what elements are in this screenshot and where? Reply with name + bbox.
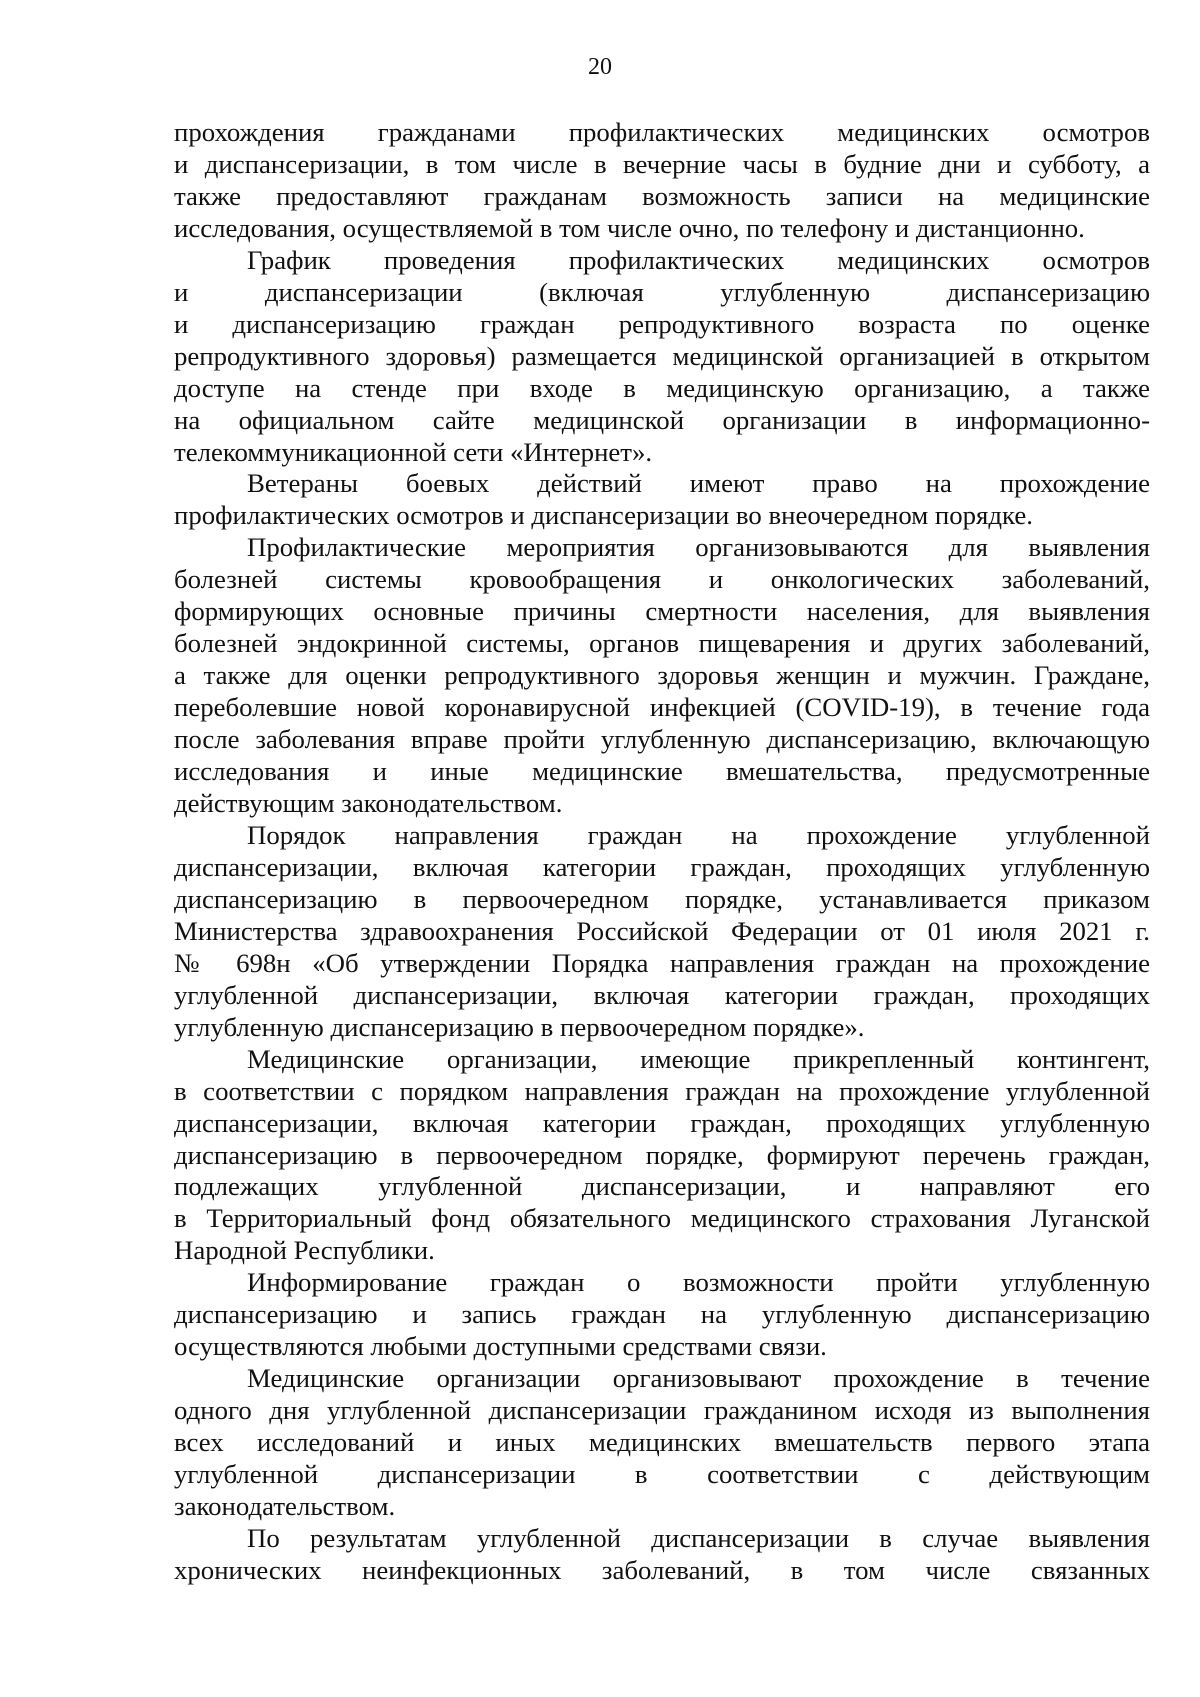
text-line: диспансеризацию в первоочередном порядке, устанавливается приказом (174, 883, 1150, 914)
text-line: и диспансеризации, в том числе в вечерние часы в будние дни и субботу, а (174, 148, 1150, 179)
text-line: Ветераны боевых действий имеют право на прохождение (247, 468, 1150, 499)
text-line: По результатам углубленной диспансеризации в случае выявления (247, 1522, 1150, 1553)
text-line: действующим законодательством. (174, 788, 563, 819)
text-line: и диспансеризацию граждан репродуктивного возраста по оценке (174, 308, 1150, 339)
text-line: Информирование граждан о возможности пройти углубленную (247, 1267, 1150, 1298)
paragraph (174, 1267, 1150, 1363)
text-line: осуществляются любыми доступными средствами связи. (174, 1331, 827, 1362)
text-line: График проведения профилактических медицинских осмотров (247, 244, 1150, 275)
text-line: Министерства здравоохранения Российской Федерации от 01 июля 2021 г. (174, 915, 1150, 946)
text-line: диспансеризацию в первоочередном порядке, формируют перечень граждан, (174, 1139, 1150, 1170)
text-line: диспансеризацию и запись граждан на углубленную диспансеризацию (174, 1299, 1150, 1330)
text-line: на официальном сайте медицинской организации в информационно- (174, 404, 1150, 435)
document-body (174, 117, 1150, 1587)
text-line: исследования, осуществляемой в том числе очно, по телефону и дистанционно. (174, 212, 1085, 243)
text-line: углубленную диспансеризацию в первоочередном порядке». (174, 1011, 865, 1042)
text-line: Народной Республики. (174, 1235, 435, 1266)
paragraph (174, 117, 1150, 245)
text-line: Медицинские организации организовывают прохождение в течение (247, 1363, 1150, 1394)
text-line: углубленной диспансеризации в соответствии с действующим (174, 1459, 1150, 1490)
text-line: в соответствии с порядком направления граждан на прохождение углубленной (174, 1075, 1150, 1106)
text-line: репродуктивного здоровья) размещается медицинской организацией в открытом (174, 340, 1150, 371)
paragraph (174, 245, 1150, 469)
text-line: после заболевания вправе пройти углубленную диспансеризацию, включающую (174, 724, 1150, 755)
text-line: болезней эндокринной системы, органов пищеварения и других заболеваний, (174, 628, 1150, 659)
text-line: № 698н «Об утверждении Порядка направления граждан на прохождение (174, 947, 1150, 978)
text-line: углубленной диспансеризации, включая категории граждан, проходящих (174, 979, 1150, 1010)
paragraph (174, 468, 1150, 532)
paragraph (174, 820, 1150, 1044)
text-line: исследования и иные медицинские вмешательства, предусмотренные (174, 756, 1150, 787)
paragraph (174, 1044, 1150, 1268)
text-line: и диспансеризации (включая углубленную диспансеризацию (174, 276, 1150, 307)
text-line: прохождения гражданами профилактических медицинских осмотров (174, 117, 1150, 147)
text-line: формирующих основные причины смертности населения, для выявления (174, 596, 1150, 627)
text-line: подлежащих углубленной диспансеризации, и направляют его (174, 1171, 1150, 1202)
text-line: диспансеризации, включая категории граждан, проходящих углубленную (174, 1107, 1150, 1138)
text-line: Профилактические мероприятия организовываются для выявления (247, 532, 1150, 563)
text-line: в Территориальный фонд обязательного медицинского страхования Луганской (174, 1203, 1150, 1234)
text-line: диспансеризации, включая категории граждан, проходящих углубленную (174, 851, 1150, 882)
paragraph (174, 1523, 1150, 1587)
paragraph (174, 1363, 1150, 1523)
text-line: а также для оценки репродуктивного здоровья женщин и мужчин. Граждане, (174, 660, 1150, 691)
paragraph (174, 532, 1150, 820)
text-line: также предоставляют гражданам возможность записи на медицинские (174, 180, 1150, 211)
text-line: телекоммуникационной сети «Интернет». (174, 436, 653, 467)
text-line: законодательством. (174, 1490, 396, 1521)
text-line: Медицинские организации, имеющие прикрепленный контингент, (247, 1043, 1150, 1074)
text-line: одного дня углубленной диспансеризации гражданином исходя из выполнения (174, 1395, 1150, 1426)
text-line: болезней системы кровообращения и онкологических заболеваний, (174, 564, 1150, 595)
text-line: профилактических осмотров и диспансеризации во внеочередном порядке. (174, 500, 1033, 531)
text-line: доступе на стенде при входе в медицинскую организацию, а также (174, 372, 1150, 403)
text-line: переболевшие новой коронавирусной инфекцией (COVID-19), в течение года (174, 692, 1150, 723)
text-line: Порядок направления граждан на прохождение углубленной (247, 819, 1150, 850)
text-line: всех исследований и иных медицинских вмешательств первого этапа (174, 1427, 1150, 1458)
text-line: хронических неинфекционных заболеваний, в том числе связанных (174, 1554, 1150, 1585)
page-number: 20 (588, 54, 612, 80)
